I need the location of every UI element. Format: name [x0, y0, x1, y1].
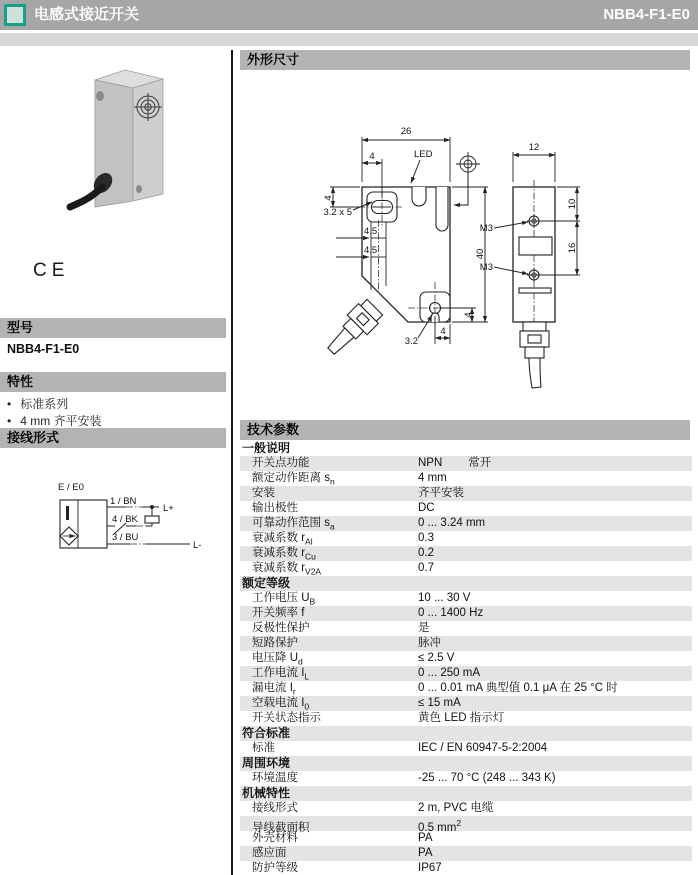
header-subband	[0, 33, 698, 46]
dim-10-label: 10	[567, 198, 578, 210]
param-label: 衰减系数 $r_{Cu}$	[252, 547, 316, 562]
param-value: PA	[418, 832, 433, 844]
table-row	[240, 591, 692, 606]
param-value: ≤ 15 mA	[418, 697, 461, 709]
table-row	[240, 546, 692, 561]
param-label: 空载电流 $I_0$	[252, 697, 310, 712]
table-section-row: 符合标准	[240, 726, 692, 741]
param-label: 环境温度	[252, 772, 298, 784]
param-value: ≤ 2.5 V	[418, 652, 455, 664]
param-value: IP67	[418, 862, 442, 874]
dimensions-section-header: 外形尺寸	[240, 50, 690, 70]
mount-hole	[96, 91, 104, 101]
table-row	[240, 456, 692, 471]
dimension-drawing	[240, 80, 690, 415]
dim-side-width-label: 12	[528, 142, 540, 153]
table-row	[240, 486, 692, 501]
param-value: 0.2	[418, 547, 434, 559]
wiring-diagram	[30, 478, 230, 570]
param-label: 开关频率 f	[252, 607, 305, 619]
dim-width-label: 26	[400, 126, 412, 137]
led-label: LED	[414, 149, 433, 160]
table-row	[240, 771, 692, 786]
table-row	[240, 606, 692, 621]
feature-item: • 4 mm 齐平安装	[7, 413, 102, 430]
terminal-minus: L-	[193, 540, 202, 551]
param-value: 0 ... 3.24 mm	[418, 517, 486, 529]
param-value: IEC / EN 60947-5-2:2004	[418, 742, 548, 754]
param-label: 反极性保护	[252, 622, 310, 634]
param-label: 开关点功能	[252, 457, 310, 469]
table-row	[240, 696, 692, 711]
param-label: 短路保护	[252, 637, 298, 649]
product-photo	[30, 55, 210, 255]
feature-item: • 标准系列	[7, 396, 102, 413]
dim-hole-offset-label: 4	[440, 326, 446, 337]
side-cutout	[519, 237, 552, 255]
table-row	[240, 531, 692, 546]
table-row	[240, 621, 692, 636]
features-section-header: 特性	[0, 372, 226, 392]
table-section-row: 机械特性	[240, 786, 692, 801]
slot-size-label: 3.2 x 5	[323, 207, 352, 218]
param-label: 电压降 $U_d$	[252, 652, 303, 667]
param-label: 开关状态指示	[252, 712, 321, 724]
table-row	[240, 516, 692, 531]
param-label: 工作电压 $U_B$	[252, 592, 316, 607]
param-value: 4 mm	[418, 472, 447, 484]
param-value: 脉冲	[418, 637, 441, 649]
param-value: 0.7	[418, 562, 434, 574]
param-label: 漏电流 $I_r$	[252, 682, 296, 697]
model-number: NBB4-F1-E0	[7, 342, 80, 356]
table-row	[240, 636, 692, 651]
dim-16-label: 16	[567, 242, 578, 254]
param-label: 衰减系数 $r_{Al}$	[252, 532, 313, 547]
param-label: 输出极性	[252, 502, 298, 514]
param-label: 防护等级	[252, 862, 298, 874]
param-value: PA	[418, 847, 433, 859]
param-value: 0 ... 0.01 mA 典型值 0.1 μA 在 25 °C 时	[418, 682, 618, 694]
table-section-row: 一般说明	[242, 441, 291, 455]
param-label: 衰减系数 $r_{V2A}$	[252, 562, 322, 577]
tech-table	[240, 441, 692, 875]
table-row	[240, 846, 692, 861]
tech-section-header: 技术参数	[240, 420, 690, 440]
features-list	[7, 396, 102, 430]
table-row	[240, 651, 692, 666]
param-value: 是	[418, 622, 430, 634]
ce-mark: CE	[33, 260, 70, 281]
param-value: 2 m, PVC 电缆	[418, 802, 494, 814]
side-cable-assembly	[520, 322, 549, 388]
side-vent	[519, 288, 551, 293]
inductive-symbol	[66, 506, 69, 520]
dim-top-height-label: 4	[323, 195, 334, 201]
m3-bottom-label: M3	[479, 262, 493, 273]
header-model-number: NBB4-F1-E0	[603, 6, 690, 23]
param-value: 0.5 $mm^2$	[418, 818, 462, 834]
wire2-label: 4 / BK	[112, 514, 138, 525]
param-label: 可靠动作范围 $s_a$	[252, 517, 335, 532]
table-row	[240, 816, 692, 834]
param-label: 标准	[252, 742, 275, 754]
column-divider	[231, 50, 233, 875]
page-title: 电感式接近开关	[34, 6, 140, 23]
dim-led-offset-label: 4	[369, 151, 375, 162]
table-row	[240, 861, 692, 875]
param-value: 0 ... 250 mA	[418, 667, 481, 679]
table-row	[240, 681, 692, 696]
param-value: 10 ... 30 V	[418, 592, 471, 604]
dim-45b-label: 4.5	[364, 245, 378, 256]
param-label: 工作电流 $I_L$	[252, 667, 310, 682]
connection-section-header: 接线形式	[0, 428, 226, 448]
mount-hole-bottom	[136, 185, 142, 193]
param-value: NPN	[418, 457, 443, 469]
dim-height-label: 40	[475, 248, 486, 260]
load-resistor	[145, 516, 159, 523]
param-label: 接线形式	[252, 802, 298, 814]
table-row	[240, 471, 692, 486]
param-value: 黄色 LED 指示灯	[418, 712, 505, 724]
header-bar	[0, 0, 698, 30]
table-section-row: 周围环境	[240, 756, 692, 771]
table-row	[240, 666, 692, 681]
param-label: 导线截面积	[252, 821, 310, 834]
table-row	[240, 561, 692, 576]
table-row	[240, 501, 692, 516]
table-section-row: 额定等级	[240, 576, 692, 591]
led-notch	[412, 187, 426, 206]
model-section-header: 型号	[0, 318, 226, 338]
table-row	[240, 831, 692, 846]
param-label: 额定动作距离 $s_n$	[252, 472, 335, 487]
right-slot	[436, 187, 448, 231]
m3-top-label: M3	[479, 223, 493, 234]
hole-dia-label: 3.2	[404, 336, 418, 347]
table-row	[240, 741, 692, 756]
front-cable-assembly	[321, 297, 385, 361]
param-label: 外壳材料	[252, 832, 298, 844]
wire1-label: 1 / BN	[110, 496, 137, 507]
dim-hole-bottom-label: 4	[463, 312, 474, 318]
table-row	[240, 711, 692, 726]
param-label: 感应面	[252, 847, 287, 859]
wire3-label: 3 / BU	[112, 532, 139, 543]
table-row	[240, 801, 692, 816]
dim-45a-label: 4.5	[364, 226, 378, 237]
wiring-title: E / E0	[58, 482, 84, 493]
param-value: DC	[418, 502, 435, 514]
param-value: -25 ... 70 °C (248 ... 343 K)	[418, 772, 556, 784]
param-value: 0 ... 1400 Hz	[418, 607, 484, 619]
param-label: 安装	[252, 487, 275, 499]
param-value-2: 常开	[468, 457, 492, 469]
brand-icon	[4, 4, 26, 26]
terminal-plus: L+	[163, 503, 174, 514]
param-value: 0.3	[418, 532, 434, 544]
param-value: 齐平安装	[418, 487, 464, 499]
